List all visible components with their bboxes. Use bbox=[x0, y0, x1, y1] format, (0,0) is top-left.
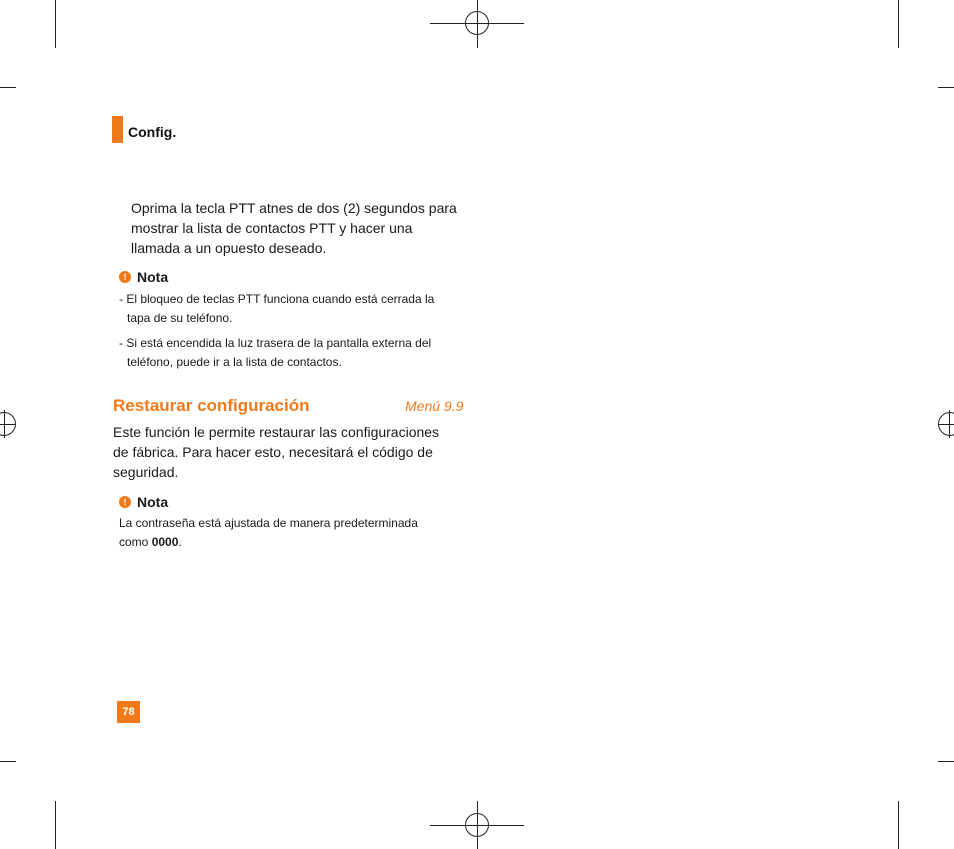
restore-paragraph bbox=[113, 422, 463, 482]
intro-line: Oprima la tecla PTT atnes de dos (2) segundos para bbox=[131, 200, 457, 216]
intro-line: llamada a un opuesto deseado. bbox=[131, 240, 327, 256]
note-text-prefix: como bbox=[119, 535, 152, 549]
restore-line: de fábrica. Para hacer esto, necesitará el código de bbox=[113, 444, 433, 460]
note-header bbox=[119, 494, 168, 510]
note-line: tapa de su teléfono. bbox=[127, 311, 233, 325]
note-line bbox=[119, 533, 469, 552]
section-bar bbox=[112, 116, 123, 143]
note-item bbox=[119, 290, 469, 328]
note-line: teléfono, puede ir a la lista de contactos. bbox=[127, 355, 342, 369]
note-item bbox=[119, 334, 469, 372]
menu-reference: Menú 9.9 bbox=[405, 398, 464, 414]
section-heading: Restaurar configuración bbox=[113, 396, 310, 415]
warning-icon: ! bbox=[119, 496, 131, 508]
intro-line: mostrar la lista de contactos PTT y hacer una bbox=[131, 220, 413, 236]
note-body bbox=[119, 514, 469, 552]
section-title: Config. bbox=[128, 124, 177, 140]
note-title: Nota bbox=[137, 494, 169, 510]
page-number: 78 bbox=[117, 701, 140, 723]
note-text-suffix: . bbox=[178, 535, 182, 549]
default-code: 0000 bbox=[151, 535, 179, 549]
intro-paragraph bbox=[131, 198, 471, 258]
note-header bbox=[119, 269, 168, 285]
note-line: - El bloqueo de teclas PTT funciona cuando está cerrada la bbox=[119, 292, 435, 306]
note-title: Nota bbox=[137, 269, 169, 285]
warning-icon: ! bbox=[119, 271, 131, 283]
restore-line: seguridad. bbox=[113, 464, 179, 480]
restore-line: Este función le permite restaurar las configuraciones bbox=[113, 424, 440, 440]
note-line: La contraseña está ajustada de manera predeterminada bbox=[119, 516, 418, 530]
note-line: - Si está encendida la luz trasera de la pantalla externa del bbox=[119, 336, 432, 350]
